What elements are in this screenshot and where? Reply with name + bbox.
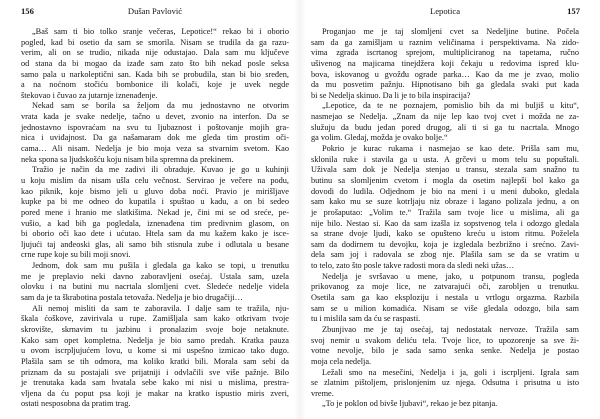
text-line: Nekad sam se borila sa željom da mu jednostavno ne otvorim: [32, 101, 289, 111]
text-line: bi se Nedelja skinuo. Da li je to bila inspiracija?: [311, 90, 471, 100]
text-line: Zbunjivao me je taj osećaj, taj nedostatak nervoze. Tražila sam: [322, 324, 579, 334]
text-line: cama… Ali nisam. Nedelja je bio moja veza sa stvarnim svetom. Kao: [21, 144, 289, 154]
text-line: ga volim. Gledaj, možda je ovako bolje.“: [311, 133, 448, 143]
text-line: Plašila sam se tih odmora, ma koliko kratki bili. Morala sam sebi da: [21, 356, 289, 366]
text-line: ostati nesposobna da pratim trag.: [21, 399, 131, 409]
paragraph: [311, 144, 579, 272]
text-line: Uživala sam dok je Nedelja stenjao u transu, stezala sam snažno tu: [311, 165, 579, 175]
text-line: nica i uviđajnost. Da ga našamaram dok me gleda tim prostim oči-: [21, 133, 289, 143]
text-line: sam da dodirnem tu devojku, koja je izgledala bezbrižno i srećno. Zavi-: [311, 239, 579, 249]
paragraph: [21, 101, 289, 165]
paragraph: [21, 165, 289, 261]
text-line: tu i mislila sam da ću se raspasti.: [311, 314, 421, 324]
text-line: vreme.: [311, 388, 334, 398]
text-line: olovku i na butini mu nacrtala slomljeni cvet. Sledeće nedelje videla: [21, 282, 289, 292]
text-line: ušivenog na majicama tinejdžera koji čekaju u redovima ispred klu-: [311, 58, 579, 68]
text-line: da mu posvetim pažnju. Hipnotisano bih ga gledala svaki put kada: [311, 80, 579, 90]
text-line: Pokrio je kurac rukama i nasmejao se kao dete. Prišla sam mu,: [322, 144, 579, 154]
text-line: u koju mislim da nisam ušla celu večnost. Servirao je večere na podu,: [21, 175, 289, 185]
text-line: skrovište, skrnavim tu jazbinu i pronalazim svoje boje netaknute.: [21, 324, 289, 334]
text-line: nije bilo. Nestao si. Kao da sam izašla iz sopstvenog tela i odozgo gledala: [311, 218, 579, 228]
text-line: votne nevolje, bilo je sada samo senka senke. Nedelja je postao: [311, 346, 579, 356]
text-line: butinu sa slomljenim cvetom i mogla da osetim najlepši bol kako ga: [311, 175, 579, 185]
text-line: vljena da ću poput psa koji je makar na kratko ispustio miris zveri,: [21, 388, 289, 398]
text-line: dovodi do ludila. Odjednom je bio na meni i u meni duboko, gledala: [311, 186, 579, 196]
text-line: ljujući taj anđeoski glas, ali samo bih stisnula zube i odlutala u besane: [21, 239, 289, 249]
text-line: Tražio je način da me zadivi ili obraduje. Kuvao je go u kuhinji: [32, 165, 289, 175]
text-line: Nedelja je svršavao u mene, jako, u potpunom transu, pogleda: [322, 271, 579, 281]
text-line: je trenutaka kada sam hvatala sebe kako mi nisi u mislima, prestra-: [21, 378, 290, 388]
text-line: kupke pa bi me odneo do kupatila i spuštao u kadu, a on bi sedeo: [21, 197, 289, 207]
paragraph: [311, 101, 579, 144]
text-line: neka spona sa ljudskošću koju nisam bila spremna da prekinem.: [21, 154, 234, 164]
text-line: sam se u milion komadića. Nisam se više gledala odozgo, bila sam: [311, 303, 579, 313]
text-line: me je preplavio neki davno zaboravljeni osećaj. Ustala sam, uzela: [21, 271, 289, 281]
page-number: 157: [567, 6, 580, 16]
left-page-text: [21, 27, 289, 410]
text-line: Jednom, dok sam mu pušila i gledala ga kako se topi, u trenutku: [32, 261, 289, 271]
text-line: Ali nemoj misliti da sam te zaboravila. I dalje sam te tražila, nju-: [32, 303, 289, 313]
text-line: Kako sam opet kompletna. Nedelja je bio samo predah. Kratka pauza: [21, 335, 289, 345]
paragraph: [21, 304, 289, 410]
text-line: vrata kada je svake nedelje, tačno u devet, zvonio na interfon. Da se: [21, 112, 289, 122]
text-line: pogled, kad bi osetio da sam se smorila. Nisam se trudila da ga razu-: [21, 37, 290, 47]
text-line: u ovom iscrpljujućem lovu, u kome si mi uspešno izmicao tako dugo.: [21, 346, 289, 356]
text-line: sa strane dvoje ljudi, kako se opušteno kreću u istom ritmu. Poželela: [311, 229, 579, 239]
text-line: bi oborio oči kao dete i ućutao. Htela sam da mu kažem kako je isce-: [21, 229, 289, 239]
text-line: priznam da su postajali sve prijatniji i odvlačili sve više pažnje. Bilo: [21, 367, 289, 377]
paragraph: [311, 325, 579, 368]
text-line: Proganjao me je taj slomljeni cvet sa Nedeljine butine. Počela: [322, 27, 579, 36]
text-line: prikovanog za moje lice, ne zatvarajući oči, zarobljen u trenutku.: [311, 282, 579, 292]
text-line: Osetila sam ga kao eksploziju i nestala u vrtlogu orgazma. Razbila: [311, 293, 579, 303]
text-line: kao piknik, koje bismo jeli u gluvo doba noći. Pravio je mirišljave: [21, 186, 289, 196]
text-line: verim, ali on se trudio, nikada nije odustajao. Dala sam mu ključeve: [21, 48, 289, 58]
right-page-text: [311, 27, 579, 410]
text-line: „Baš sam ti bio tolko sranje večeras, Lepotice!“ rekao bi i oborio: [32, 27, 289, 36]
paragraph: [21, 27, 289, 101]
text-line: od stana da bi mogao da izađe sam zato što bih nekad posle seksa: [21, 58, 289, 68]
right-page: [300, 0, 600, 419]
text-line: štekovao i čuvao za jutarnje iznenađenje.: [21, 90, 158, 100]
running-head-title: Lepotica: [429, 6, 461, 16]
text-line: sam da je ta škrabotina postala tetovaža. Nedelja je bio drugačiji…: [21, 293, 243, 303]
text-line: svoj nemir u svakom deliću tela. Tvoje lice, to upozorenje sa sve ži-: [311, 335, 580, 345]
text-line: se zlatnim pištoljem, prislonjenim uz njega. Odsutna i prisutna u isto: [311, 378, 579, 388]
text-line: samo pala u narkoleptični san. Kada bih se probudila, stan bi bio sređen,: [21, 69, 289, 79]
text-line: to telo, zato što posle takve radosti mora da sledi neki užas…: [311, 261, 515, 271]
text-line: „To je poklon od bivše ljubavi“, rekao je bez pitanja.: [322, 399, 498, 409]
text-line: dela sam joj i radovala se zbog nje. Plašila sam se da se vratim u: [311, 250, 580, 260]
text-line: sam da ga zamišljam u raznim veličinama i perspektivama. Na zido-: [311, 37, 579, 47]
text-line: vušio, a kad bih ga pogledala, iznenađena tim predivnim glasom, on: [21, 218, 289, 228]
text-line: sklonila ruke i stavila ga u usta. A grčevi u mom telu su popuštali.: [311, 154, 579, 164]
text-line: vima zgrada iscrtanog sprejom, multipliciranog na tapetama, ručno: [311, 48, 580, 58]
text-line: „Lepotice, da te ne poznajem, pomislio bih da mi buljiš u kitu“,: [322, 101, 579, 111]
paragraph: [311, 368, 579, 400]
paragraph: [311, 272, 579, 325]
text-line: bova, iskovanog u gvožđu ograde parka… Kao da me je zvao, molio: [311, 69, 579, 79]
paragraph: [311, 399, 579, 410]
text-line: škala ćoškove, zavirivala u rupe. Zamišljala sam kako otkrivam tvoje: [21, 314, 289, 324]
text-line: jednostavno ispovraćam na svu tu ljubaznost i poštovanje mojih gra-: [21, 122, 290, 132]
paragraph: [311, 27, 579, 101]
text-line: je prošaputao: „Volim te.“ Tražila sam tvoje lice u mislima, ali ga: [311, 207, 579, 217]
text-line: crne rupe koje su bili moji snovi.: [21, 250, 131, 260]
text-line: sam kako mu se suze kotrljaju niz obraze i lagano polizala jednu, a on: [311, 197, 579, 207]
text-line: Ležali smo na mesečini, Nedelja i ja, goli i iscrpljeni. Igrala sam: [322, 367, 579, 377]
text-line: moja cela nedelja.: [311, 356, 372, 366]
text-line: služuju da budu jedan pored drugog, ali ti si ga tu nacrtala. Mnogo: [311, 122, 579, 132]
running-head-author: Dušan Pavlović: [127, 6, 183, 16]
text-line: a na noćnom stočiću bombonice ili kolači, koje je uvek negde: [21, 80, 289, 90]
paragraph: [21, 261, 289, 304]
page-number: 156: [21, 6, 34, 16]
text-line: pored mene i hranio me slatkišima. Nekad je, čini mi se od sreće, pe-: [21, 207, 289, 217]
text-line: nasmejao se Nedelja. „Znam da nije lep kao tvoj cvet i možda ne za-: [311, 112, 580, 122]
